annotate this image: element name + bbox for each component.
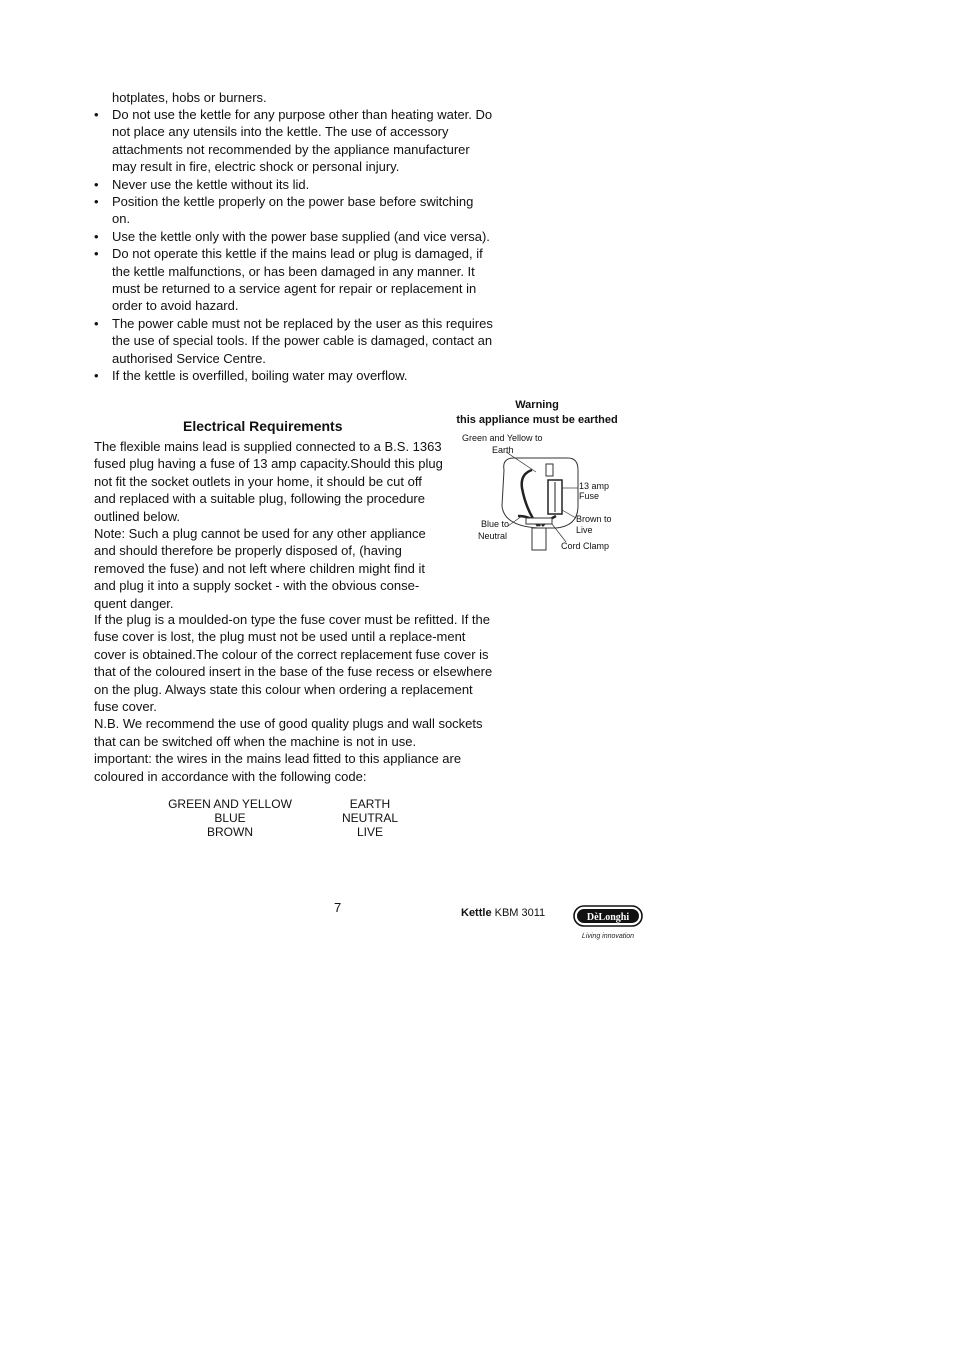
- fuse-label: 13 amp: [579, 481, 610, 491]
- live-label: Brown to: [576, 514, 612, 524]
- neutral-label: Blue to: [481, 519, 510, 529]
- plug-wiring-diagram: [452, 430, 632, 560]
- body-text-continued: [94, 611, 494, 785]
- continuation-text: hotplates, hobs or burners.: [112, 90, 267, 105]
- paragraph: N.B. We recommend the use of good quality plugs and wall sockets that can be switched off when the machine is not in use.: [94, 716, 483, 749]
- earth-pin: [546, 464, 553, 476]
- list-item: • If the kettle is overfilled, boiling water may overflow.: [94, 367, 494, 384]
- live-label: Live: [576, 525, 593, 535]
- wire-function: NEUTRAL: [341, 810, 398, 825]
- wire-function-column: [330, 798, 410, 839]
- product-model: [461, 907, 545, 919]
- cord-outline: [532, 528, 546, 550]
- page-number: 7: [334, 900, 342, 915]
- list-item: • The power cable must not be replaced by the user as this requires the use of special tools. If the power cable is damaged, contact an authorised Service Centre.: [94, 315, 494, 367]
- earth-label: Green and Yellow to: [462, 433, 543, 443]
- list-item: • Use the kettle only with the power base supplied (and vice versa).: [94, 228, 494, 245]
- list-item: • Do not operate this kettle if the mains lead or plug is damaged, if the kettle malfunctions, or has been damaged in any manner. It must be returned to a service agent for repair or replacement in order to avoid hazard.: [94, 245, 494, 315]
- delonghi-logo: [573, 905, 643, 945]
- list-item: • Do not use the kettle for any purpose other than heating water. Do not place any utensils into the kettle. The use of accessory attachments not recommended by the appliance manufacturer may result in fire, electric shock or personal injury.: [94, 106, 494, 176]
- warning-title: Warning: [515, 399, 559, 411]
- wire-colour-column: [162, 798, 298, 839]
- paragraph: If the plug is a moulded-on type the fuse cover must be refitted. If the fuse cover is lost, the plug must not be used until a replace-ment cover is obtained.The colour of the correct replacement fuse cover is that of the coloured insert in the base of the fuse recess or elsewhere on the plug. Always state this colour when ordering a replacement fuse cover.: [94, 612, 493, 715]
- wire-function: EARTH: [349, 797, 391, 811]
- product-name: Kettle: [461, 907, 492, 919]
- cord-clamp: [526, 518, 552, 524]
- wire-colour: BROWN: [207, 824, 253, 839]
- earth-label: Earth: [492, 445, 514, 455]
- neutral-label: Neutral: [478, 531, 508, 541]
- warning-box: [448, 398, 626, 428]
- safety-list: [94, 106, 494, 385]
- brand-wordmark: DèLonghi: [586, 912, 630, 923]
- paragraph: Note: Such a plug cannot be used for any other appliance and should therefore be properly disposed of, (having removed the fuse) and not left where children might find it and plug it into a supply socket - with the obvious conse-quent danger.: [94, 526, 426, 611]
- wire-function: LIVE: [356, 824, 383, 839]
- wire-colour: GREEN AND YELLOW: [168, 797, 292, 811]
- paragraph: important: the wires in the mains lead fitted to this appliance are coloured in accordance with the following code:: [94, 751, 462, 784]
- wire-colour: BLUE: [214, 810, 246, 825]
- cord-clamp-label: Cord Clamp: [561, 541, 610, 551]
- paragraph: The flexible mains lead is supplied connected to a B.S. 1363 fused plug having a fuse of 13 amp capacity.Should this plug not fit the socket outlets in your home, it should be cut off and replaced with a suitable plug, following the procedure outlined below.: [94, 439, 443, 524]
- warning-subtitle: this appliance must be earthed: [456, 414, 618, 426]
- section-heading: Electrical Requirements: [183, 418, 343, 434]
- fuse-label: Fuse: [579, 491, 600, 501]
- model-number: KBM 3011: [494, 907, 546, 919]
- body-text: [94, 438, 446, 612]
- list-item: • Never use the kettle without its lid.: [94, 176, 494, 193]
- list-item: • Position the kettle properly on the power base before switching on.: [94, 193, 494, 228]
- brand-tagline: Living innovation: [581, 933, 635, 940]
